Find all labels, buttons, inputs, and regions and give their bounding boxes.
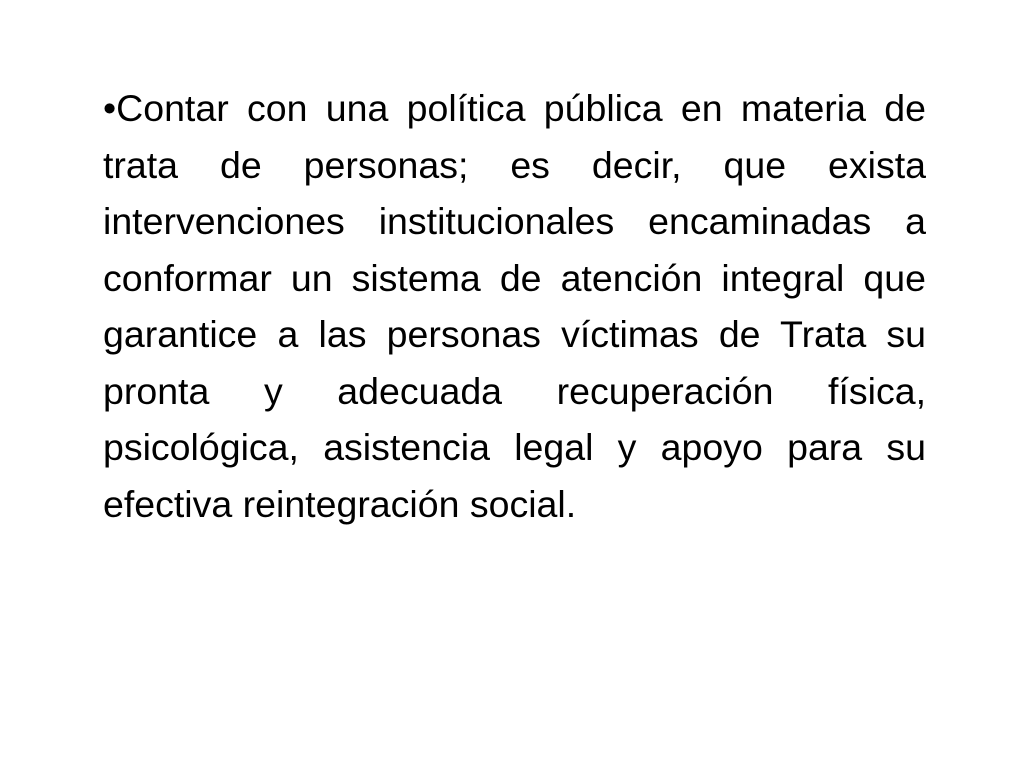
bullet-paragraph [103,80,926,532]
bullet-marker: • [103,87,117,129]
paragraph-text: Contar con una política pública en materia de trata de personas; es decir, que exista intervenciones institucionales encaminadas a conformar un sistema de atención integral que garantice a las personas víctimas de Trata su pronta y adecuada recuperación física, psicológica, asistencia legal y apoyo para su efectiva reintegración social. [103,87,926,525]
